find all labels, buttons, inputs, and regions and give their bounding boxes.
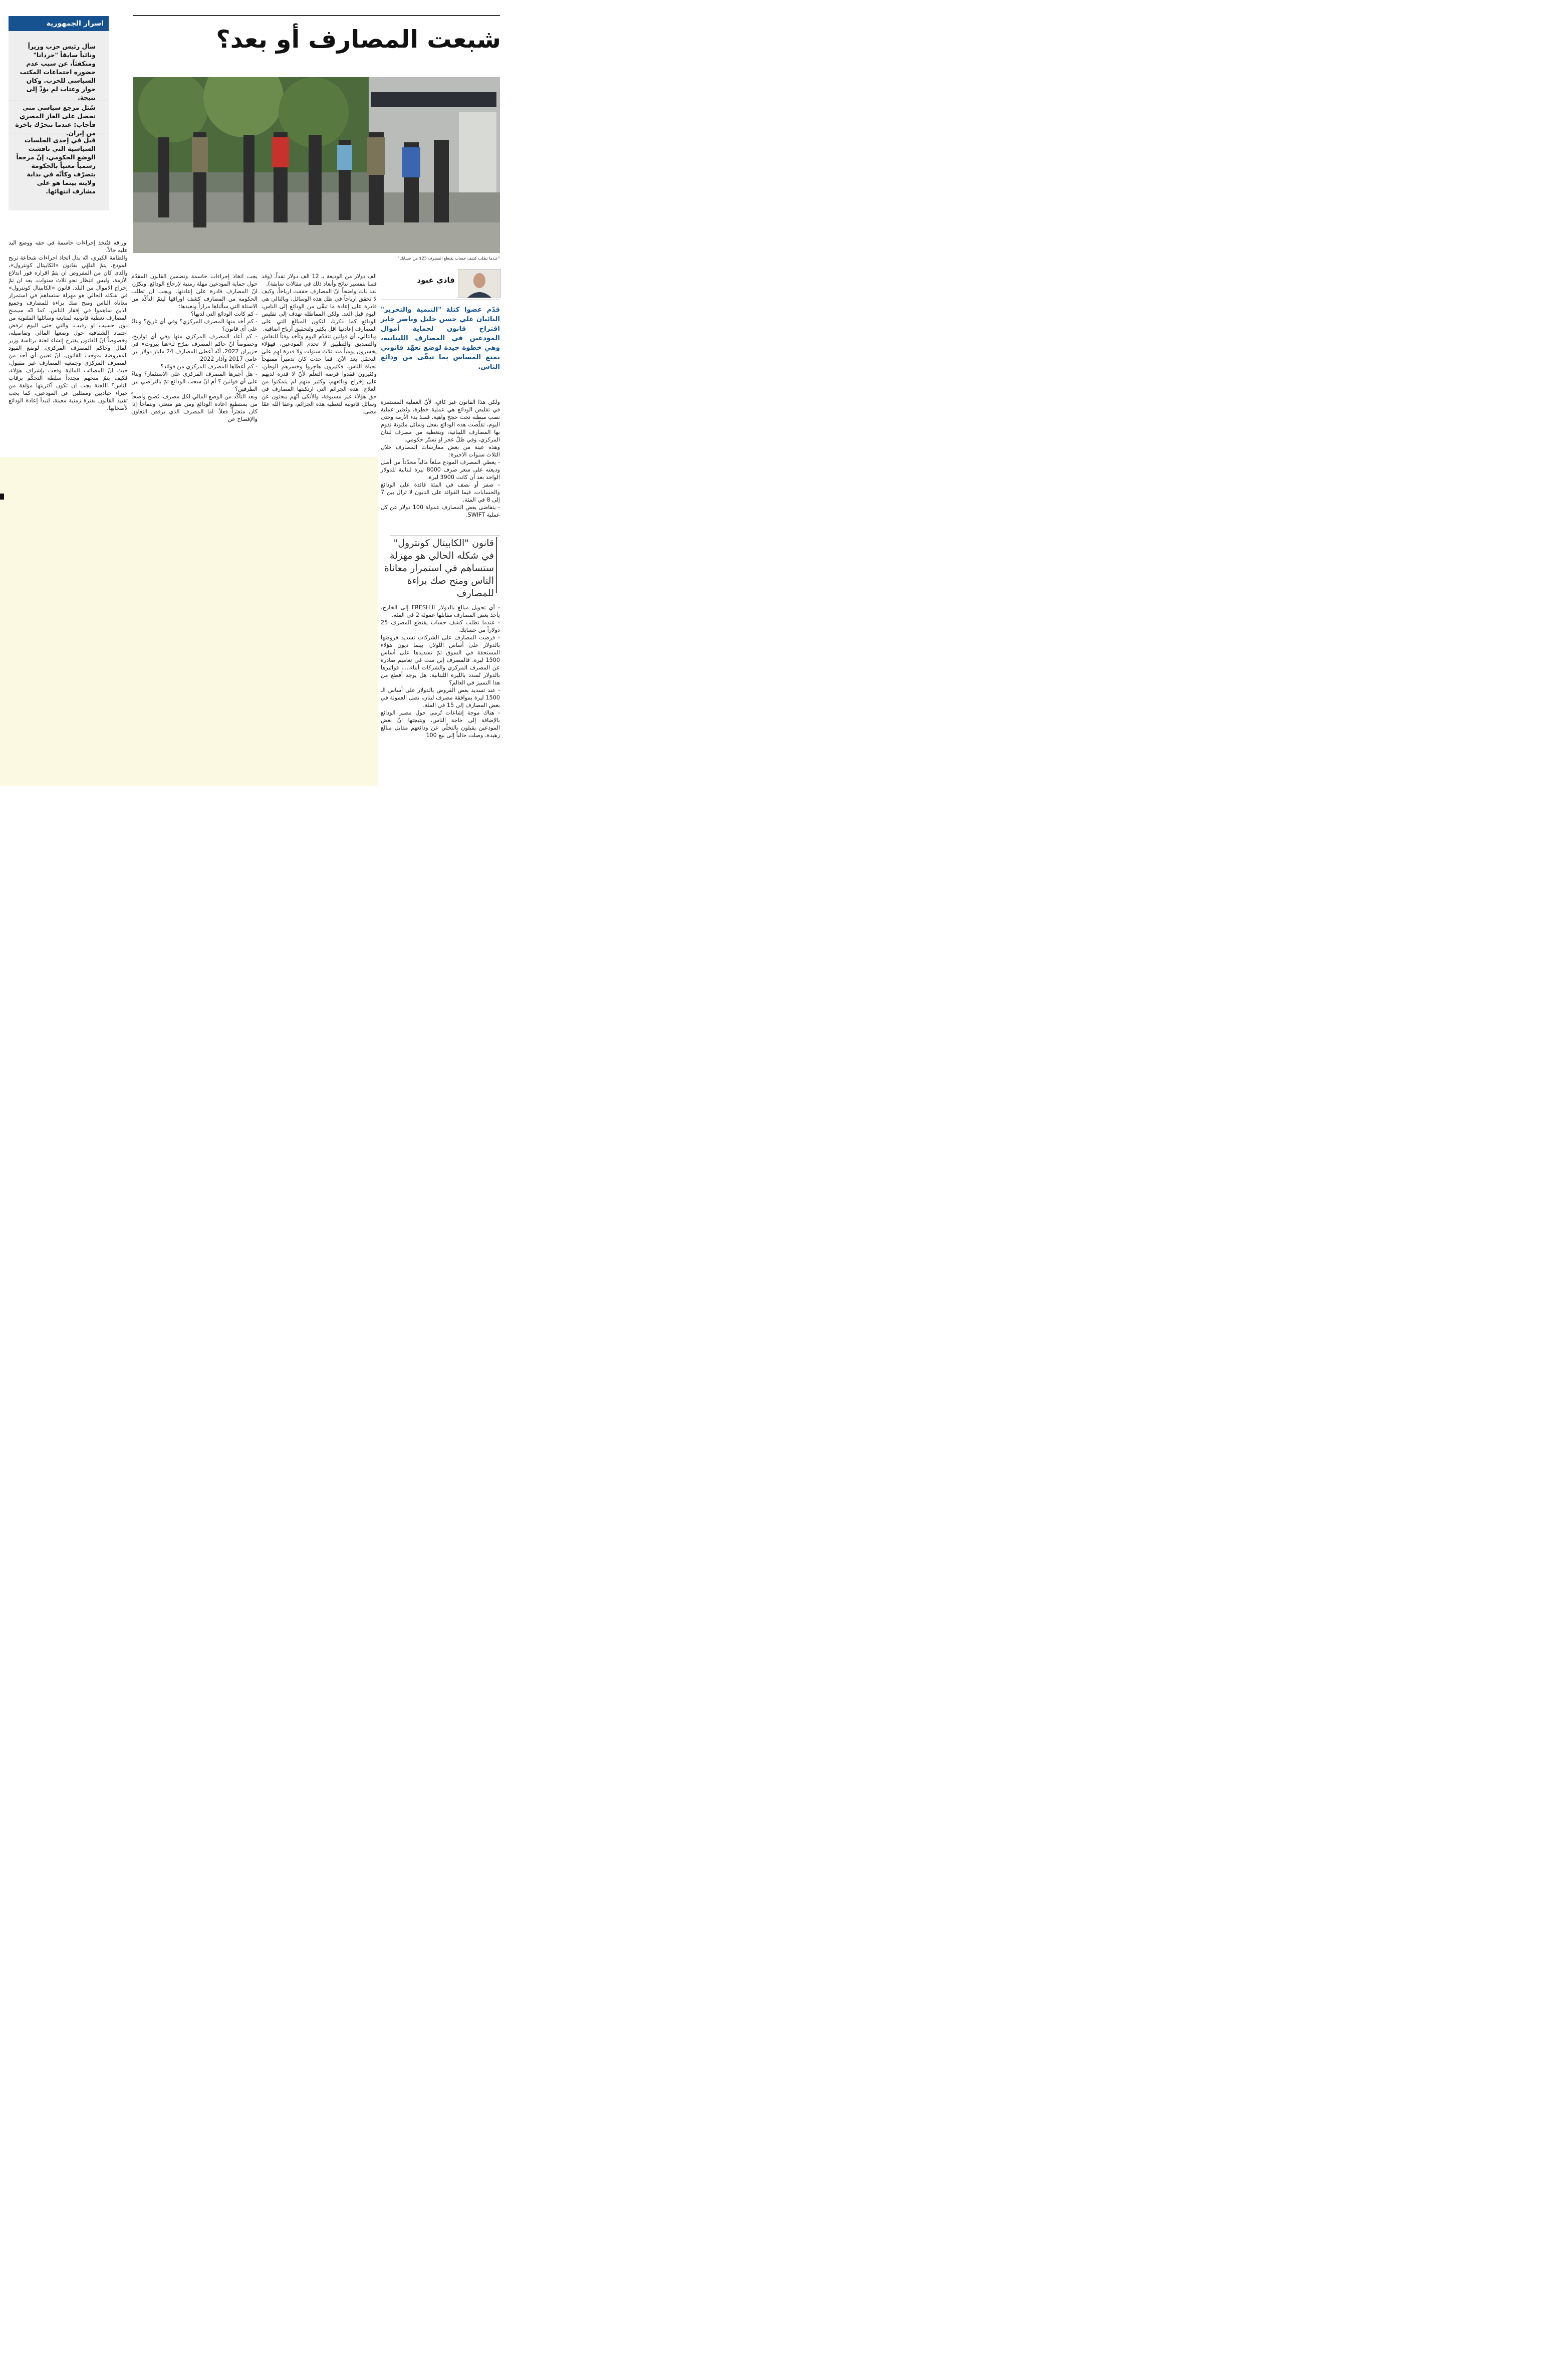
- pull-quote: قانون "الكابيتال كونترول" في شكله الحالي هو مهزلة ستساهم في استمرار معاناة الناس ومنح صك براءة للمصارف: [384, 538, 494, 599]
- ad-edge-mark: [0, 494, 4, 500]
- author-name: فادي عبود: [417, 276, 455, 285]
- headline: شبعت المصارف أو بعد؟: [216, 25, 501, 54]
- sidebar-title: [9, 16, 109, 31]
- sidebar-item: سأل رئيس حزب وزيراً ونائباً سابقاً "حردانا" ومنكفئاً، عن سبب عدم حضوره اجتماعات المكتب السياسي للحزب. وكان حوار وعتاب لم يؤدِّ إلى نتيجة.: [20, 43, 96, 101]
- body-column-1-bottom: - أي تحويل مبالغ بالدولار الـFRESH إلى الخارج، يأخذ بعض المصارف مقابلها عمولة 2 في المئة. - عندما تطلب كشف حساب يقتطع المصرف 25 دولاراً من حسابك. - فرضت المصارف على الشركات تسديد قروضها بالدولار على أساس اللولار، بينما ديون هؤلاء المستحقة في السوق تمّ تسديدها على أساس 1500 ليرة. فالمصرف إبن ست في تعاميم صادرة عن المصرف المركزي والشركات أبناء....، فواتيرها بالدولار تُسدد بالليرة اللبنانية. هل يوجد أفظع من هذا التمييز في العالم؟ - عند تسديد بعض القروض بالدولار على أساس الـ 1500 ليرة بموافقة مصرف لبنان، تصل العمولة في بعض المصارف إلى 15 في المئة. - هناك موجة إشاعات تُرمى حول مصير الودائع بالإضافة إلى حاجة الناس، ونتيجتها انّ بعض المودعين يقبلون بالتخلّي عن ودائعهم مقابل مبالغ زهيدة، وصلت حالياً إلى بيع 100: [381, 604, 500, 739]
- body-column-1-top: ولكن هذا القانون غير كافٍ، لأنّ العملية المستمرة في تقليص الودائع هي عملية خطِرة، وتُعتبر عملية نصب مبطنة تحت حجج واهية. فمنذ بدء الأزمة وحتى اليوم، تقلّصت هذه الودائع بفعل وسائل ملتوية تقوم بها المصارف اللبنانية، وبتغطية من مصرف لبنان المركزي، وفي ظلّ عجز او تستّر حكومي. وهذه عينة من بعض ممارسات المصارف خلال الثلاث سنوات الاخيرة: - يعطي المصرف المودع مبلغاً مالياً محدّداً من أصل وديعته على سعر صرف 8000 ليرة لبنانية للدولار الواحد بعد أن كانت 3900 ليرة. - صفر أو نصف في المئة فائدة على الودائع والحسابات، فيما الفوائد على الديون لا تزال بين 7 إلى 8 في المئة. - يتقاضى بعض المصارف عمولة 100 دولار عن كل عملية SWIFT.: [381, 399, 500, 518]
- author-photo: [458, 269, 501, 298]
- article-photo: [133, 77, 500, 253]
- sidebar-item: سُئل مرجع سياسي متى نحصل على الغاز المصري فأجاب: عندما تتحرّك باخرة من إيران.: [15, 104, 96, 137]
- body-column-2: الف دولار من الوديعة بـ 12 الف دولار نقداً. (وقد قمنا بتفسير نتائج وأبعاد ذلك في مقالات سابقة). لقد بات واضحاً انّ المصارف حققت ارباحاً، وكيف لا تحقق ارباحاً في ظل هذه الوسائل، وبالتالي هي قادرة على إعادة ما تبقّى من الودائع إلى الناس، اليوم قبل الغد. ولكن المماطلة تهدف إلى تقليص الودائع كما ذكرنا، لتكون المبالغ التي على المصارف إعادتها اقل بكثير ولتحقيق أرباح اضافية. وبالتالي، أي قوانين تتقدّم اليوم وتأخذ وقتاً للنقاش والتصديق والتطبيق لا تخدم المودعين، فهؤلاء يخسرون يومياً منذ ثلاث سنوات ولا قدرة لهم على التحمّل بعد الآن. فما حدث كان تدميراً ممنهجاً لحياة الناس. فكثيرون هاجروا وخسرهم الوطن، وكثيرون فقدوا فرصة التعلّم لأنّ لا قدرة لديهم على إخراج ودائعهم، وكثير منهم لم يتمكنوا من العلاج. هذه الجرائم التي ارتكبتها المصارف في حق هؤلاء غير مسبوقة، والأنكى أنّهم يبحثون عن وسائل قانونية لتغطية هذه الجرائم، وعفا الله عمّا مضى.: [262, 273, 377, 415]
- top-rule: [133, 15, 500, 16]
- sidebar-item: قيل في إحدى الجلسات السياسية التي ناقشت الوضع الحكومي، إنّ مرجعاً رسمياً معنياً بالحكومة يتصرّف وكأنّه في بداية ولايته بينما هو على مشارف انتهائها.: [16, 136, 96, 195]
- article-intro: قدّم عضوا كتلة "التنمية والتحرير" النائبان علي حسن خليل وناصر جابر اقتراح قانون لحماية أموال المودعين في المصارف اللبنانية، وهي خطوة جيدة لوضع تعهّد قانوني يمنع المساس بما تبقّى من ودائع الناس.: [381, 306, 500, 371]
- pullquote-bar: [496, 537, 497, 593]
- body-column-3: يجب اتخاذ إجراءات حاسمة وتضمين القانون المقدّم حول حماية المودعين مهلة زمنية لإرجاع الودائع. ونكرّر، انّ المصارف قادرة على إعادتها. ويجب ان تطلب الحكومة من المصارف كشف اوراقها ليتمّ التأكّد من الاسئلة التي سألناها مراراً ونعيدها: - كم كانت الودائع التي لديها؟ - كم أخذ منها المصرف المركزي؟ وفي أي تاريخ؟ وبناءً على أي قانون؟ - كم أعاد المصرف المركزي منها وفي أي تواريخ، وخصوصاً انّ حاكم المصرف صرّح لـ«هنا بيروت» في حزيران 2022، أنّه أعطى المصارف 24 مليار دولار بين عامي 2017 وآذار 2022 - كم أعطاها المصرف المركزي من فوائد؟ - هل أجبرها المصرف المركزي على الاستثمار؟ وبناءً على أي قوانين ؟ أم انّ سحب الودائع تمّ بالتراضي بين الطرفين؟ وبعد التأكّد من الوضع المالي لكل مصرف، يُصبح واضحاً من يستطيع اعادة الودائع ومن هو متعثر، ونتفاجأ إذا كان متعثراً فعلاً. اما المصرف الذي يرفض التعاون والإفصاح عن: [131, 273, 257, 422]
- body-column-4: اوراقه فتُتخذ إجراءات حاسمة في حقه ووضع اليد عليه حالاً. والطامة الكبرى، انّه بدل اتخاذ اجراءات شجاعة تربح المودع، يتمّ التلهّي بقانون «الكابيتال كونترول»، والذي كان من المفروض ان يتمّ اقراره فور اندلاع الأزمة، وليس انتظار نحو ثلاث سنوات، بعد ان تمّ إخراج الاموال من البلد. قانون «الكابيتال كونترول» في شكله الحالي هو مهزلة ستساهم في استمرار معاناة الناس ومنح صك براءة للمصارف وجميع الذين ساهموا في إفقار الناس، كما انّه سيمنح المصارف تغطية قانونية لمتابعة وسائلها الملتوية من دون حسيب او رقيب، والتي حتى اليوم ترفض اعتماد الشفافية حول وضعها المالي وتفاصيله، وخصوصاً انّ القانون يقترح إنشاء لجنة برئاسة وزير المال وحاكم المصرف المركزي، لوضع القيود المفروضة بموجب القانون. انّ تعيين أي أحد من المصرف المركزي وجمعية المصارف غير مقبول، حيث انّ المصائب المالية وقعت بإشراف هؤلاء، فكيف يتمّ منحهم مجدداً سلطة التحكّم برقاب الناس؟ اللجنة يجب ان تكون أكثريتها مؤلفة من خبراء حياديين وممثلين عن المودعين، كما يجب تقييد القانون بفترة زمنية معينة، لتبدأ إعادة الودائع لأصحابها.: [9, 240, 128, 411]
- photo-caption: "عندما تطلب كشف حساب يقتطع المصرف 25$ من حسابك": [398, 256, 500, 261]
- advertisement-area: [0, 457, 378, 786]
- sidebar-title-text: اسرار الجمهورية: [46, 20, 104, 28]
